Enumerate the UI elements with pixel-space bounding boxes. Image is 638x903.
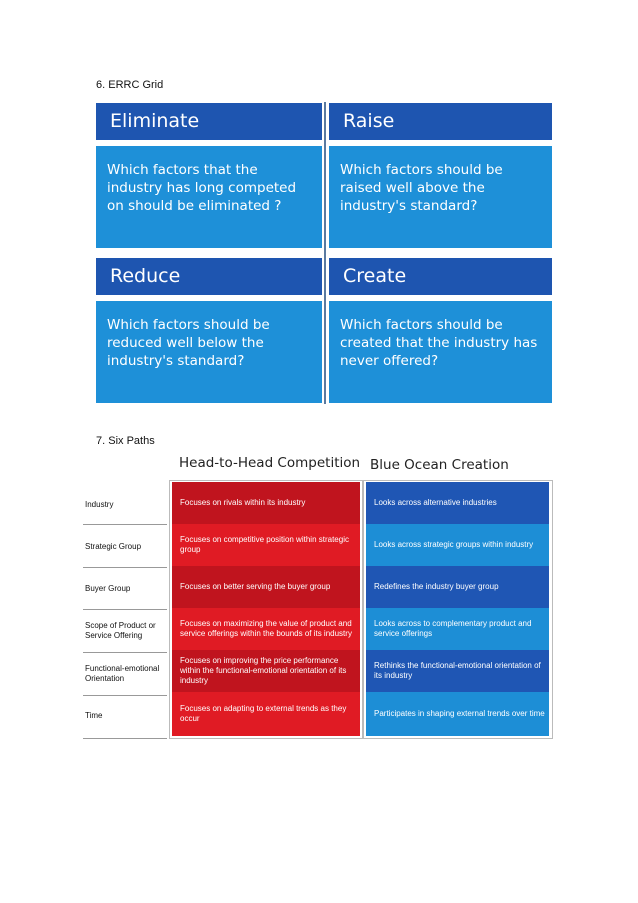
- blue-ocean-cell-buyer-group: Redefines the industry buyer group: [366, 566, 549, 608]
- reduce-body: Which factors should be reduced well below the industry's standard?: [96, 301, 322, 403]
- raise-title: Raise: [329, 103, 552, 140]
- competition-cell-time: Focuses on adapting to external trends as they occur: [172, 692, 360, 736]
- row-label-functional-emotional: Functional-emotional Orientation: [85, 664, 160, 683]
- create-body: Which factors should be created that the industry has never offered?: [329, 301, 552, 403]
- reduce-title: Reduce: [96, 258, 322, 295]
- row-label-time: Time: [85, 711, 103, 720]
- blue-ocean-column: [366, 482, 549, 736]
- create-title: Create: [329, 258, 552, 295]
- blue-ocean-column-header: Blue Ocean Creation: [370, 457, 509, 473]
- competition-cell-functional-emotional: Focuses on improving the price performance within the functional-emotional orientation of its industry: [172, 650, 360, 692]
- row-divider: [83, 738, 167, 739]
- errc-divider: [324, 102, 326, 404]
- competition-column: [172, 482, 360, 736]
- competition-column-header: Head-to-Head Competition: [179, 455, 361, 471]
- errc-grid-heading: 6. ERRC Grid: [96, 79, 164, 91]
- competition-cell-buyer-group: Focuses on better serving the buyer group: [172, 566, 360, 608]
- competition-cell-industry: Focuses on rivals within its industry: [172, 482, 360, 524]
- six-paths-table: [83, 455, 556, 740]
- errc-grid: [95, 102, 552, 404]
- row-divider: [83, 524, 167, 525]
- blue-ocean-cell-industry: Looks across alternative industries: [366, 482, 549, 524]
- row-label-scope: Scope of Product or Service Offering: [85, 621, 156, 640]
- six-paths-heading: 7. Six Paths: [96, 435, 155, 447]
- blue-ocean-cell-functional-emotional: Rethinks the functional-emotional orientation of its industry: [366, 650, 549, 692]
- row-label-industry: Industry: [85, 500, 114, 509]
- eliminate-title: Eliminate: [96, 103, 322, 140]
- blue-ocean-cell-scope: Looks across to complementary product and service offerings: [366, 608, 549, 650]
- row-label-buyer-group: Buyer Group: [85, 583, 131, 593]
- competition-cell-scope: Focuses on maximizing the value of product and service offerings within the bounds of its industry: [172, 608, 360, 650]
- blue-ocean-cell-strategic-group: Looks across strategic groups within industry: [366, 524, 549, 566]
- competition-cell-strategic-group: Focuses on competitive position within strategic group: [172, 524, 360, 566]
- row-label-strategic-group: Strategic Group: [85, 541, 142, 551]
- blue-ocean-cell-time: Participates in shaping external trends over time: [366, 692, 549, 736]
- raise-body: Which factors should be raised well above the industry's standard?: [329, 146, 552, 248]
- eliminate-body: Which factors that the industry has long competed on should be eliminated ?: [96, 146, 322, 248]
